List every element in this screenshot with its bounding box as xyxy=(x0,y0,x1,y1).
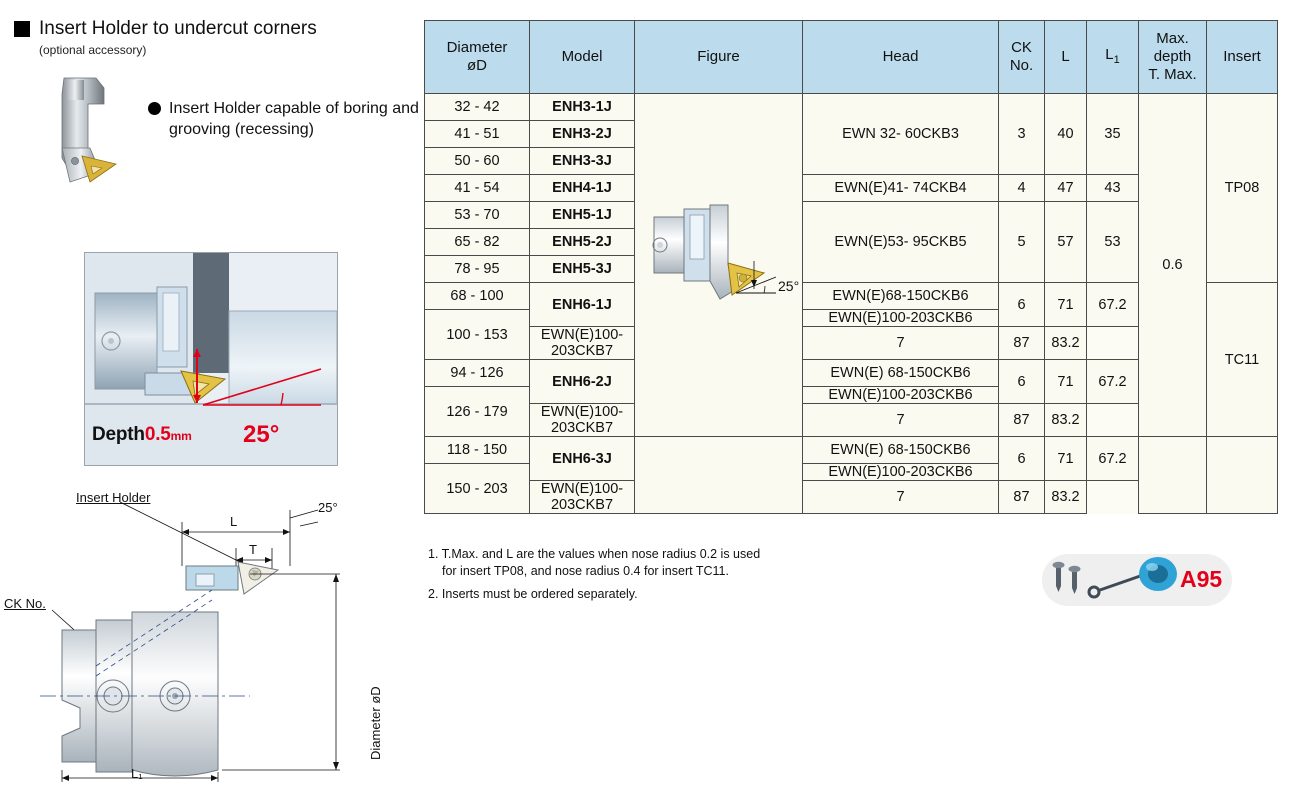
cell-diameter: 126 - 179 xyxy=(425,387,530,437)
th-diameter-line2: øD xyxy=(467,57,487,74)
cell-diameter: 68 - 100 xyxy=(425,283,530,310)
cell-ck: 5 xyxy=(999,202,1045,283)
drawing-angle-label: 25° xyxy=(318,500,338,515)
cell-head: EWN(E)100-203CKB6 xyxy=(803,464,999,481)
th-figure: Figure xyxy=(635,21,803,94)
cell-l1: 83.2 xyxy=(1045,327,1087,360)
depth-callout xyxy=(92,424,192,446)
cell-head: EWN(E)100-203CKB6 xyxy=(803,310,999,327)
cell-l: 71 xyxy=(1045,360,1087,404)
diameter-label: Diameter øD xyxy=(368,686,383,760)
dim-L1-label: L₁ xyxy=(131,766,143,781)
cell-insert-tc11: TC11 xyxy=(1207,283,1278,437)
th-maxdepth-line3: T. Max. xyxy=(1148,66,1197,83)
cell-head: EWN(E)100-203CKB6 xyxy=(803,387,999,404)
cell-model: ENH6-3J xyxy=(530,437,635,481)
cell-ck: 6 xyxy=(999,283,1045,327)
cell-ck: 4 xyxy=(999,175,1045,202)
spec-table xyxy=(424,20,1278,437)
th-ck-line2: No. xyxy=(1009,57,1034,74)
cell-model: ENH3-2J xyxy=(530,121,635,148)
spec-table-continued xyxy=(424,436,1278,514)
round-bullet-icon xyxy=(148,102,161,115)
cell-diameter: 53 - 70 xyxy=(425,202,530,229)
cell-max-depth: 0.6 xyxy=(1139,94,1207,437)
feature-bullet-text: Insert Holder capable of boring and grooving (recessing) xyxy=(169,100,419,138)
th-l: L xyxy=(1045,21,1087,94)
table-notes xyxy=(428,546,760,609)
cell-l1: 83.2 xyxy=(1045,404,1087,437)
depth-unit: mm xyxy=(170,429,192,443)
cell-head: EWN(E)68-150CKB6 xyxy=(803,283,999,310)
feature-bullet xyxy=(148,98,420,140)
square-bullet-icon xyxy=(14,21,30,37)
cell-l1: 53 xyxy=(1087,202,1139,283)
depth-value: 0.5 xyxy=(144,424,171,445)
cell-diameter: 118 - 150 xyxy=(425,437,530,464)
th-insert: Insert xyxy=(1207,21,1278,94)
th-diameter xyxy=(425,21,530,94)
cell-diameter: 78 - 95 xyxy=(425,256,530,283)
cell-head: EWN(E) 68-150CKB6 xyxy=(803,360,999,387)
cell-l: 87 xyxy=(999,404,1045,437)
cell-l1: 83.2 xyxy=(1045,481,1087,514)
th-ck-no xyxy=(999,21,1045,94)
cell-figure xyxy=(635,94,803,437)
dim-T-label: T xyxy=(249,542,257,557)
cell-diameter: 32 - 42 xyxy=(425,94,530,121)
cell-insert-blank xyxy=(1207,437,1278,514)
cell-l: 71 xyxy=(1045,437,1087,481)
cell-head: EWN(E)100-203CKB7 xyxy=(530,481,635,514)
cell-ck: 7 xyxy=(803,481,999,514)
dim-L-label: L xyxy=(230,514,238,529)
cell-insert-tp08: TP08 xyxy=(1207,94,1278,283)
cell-ck: 7 xyxy=(803,404,999,437)
cell-diameter: 94 - 126 xyxy=(425,360,530,387)
cell-ck: 3 xyxy=(999,94,1045,175)
cell-l: 71 xyxy=(1045,283,1087,327)
cell-diameter: 100 - 153 xyxy=(425,310,530,360)
note-1 xyxy=(428,546,760,580)
depth-label-text: Depth xyxy=(92,424,145,445)
cell-head: EWN(E)53- 95CKB5 xyxy=(803,202,999,283)
svg-text:25°: 25° xyxy=(777,278,799,294)
cell-l: 40 xyxy=(1045,94,1087,175)
note-1-line2: for insert TP08, and nose radius 0.4 for insert TC11. xyxy=(442,564,729,578)
cell-l1: 67.2 xyxy=(1087,437,1139,481)
note-2: 2. Inserts must be ordered separately. xyxy=(428,587,638,601)
cell-l1: 67.2 xyxy=(1087,283,1139,327)
th-ck-line1: CK xyxy=(1011,39,1032,56)
cell-l: 47 xyxy=(1045,175,1087,202)
figure-drawing xyxy=(635,165,802,365)
section-subtitle: (optional accessory) xyxy=(39,43,147,57)
cell-l: 87 xyxy=(999,327,1045,360)
cell-model: ENH4-1J xyxy=(530,175,635,202)
cutaway-angle-label: 25° xyxy=(243,421,280,448)
left-column xyxy=(0,0,420,783)
cell-model: ENH6-2J xyxy=(530,360,635,404)
cell-l1: 35 xyxy=(1087,94,1139,175)
th-l1-main: L xyxy=(1105,45,1114,63)
th-l1 xyxy=(1087,21,1139,94)
cell-figure-blank xyxy=(635,437,803,514)
insert-holder-label: Insert Holder xyxy=(76,490,151,505)
th-max-depth xyxy=(1139,21,1207,94)
cell-ck: 7 xyxy=(803,327,999,360)
cell-l: 87 xyxy=(999,481,1045,514)
cell-ck: 6 xyxy=(999,437,1045,481)
section-title-text: Insert Holder to undercut corners xyxy=(39,18,317,39)
th-maxdepth-line2: depth xyxy=(1153,48,1192,65)
cell-l: 57 xyxy=(1045,202,1087,283)
cell-diameter: 65 - 82 xyxy=(425,229,530,256)
cell-head: EWN 32- 60CKB3 xyxy=(803,94,999,175)
th-l1-sub: 1 xyxy=(1113,53,1120,66)
cell-diameter: 150 - 203 xyxy=(425,464,530,514)
cell-diameter: 41 - 54 xyxy=(425,175,530,202)
cell-diameter: 50 - 60 xyxy=(425,148,530,175)
cell-l1: 43 xyxy=(1087,175,1139,202)
cell-model: ENH5-1J xyxy=(530,202,635,229)
cell-max-depth-blank xyxy=(1139,437,1207,514)
cell-model: ENH5-2J xyxy=(530,229,635,256)
th-head: Head xyxy=(803,21,999,94)
cell-head: EWN(E)41- 74CKB4 xyxy=(803,175,999,202)
cell-model: ENH5-3J xyxy=(530,256,635,283)
cell-diameter: 41 - 51 xyxy=(425,121,530,148)
note-1-line1: 1. T.Max. and L are the values when nose radius 0.2 is used xyxy=(428,547,761,561)
table-row xyxy=(425,94,1278,121)
technical-drawing xyxy=(0,470,420,783)
cell-head: EWN(E)100-203CKB7 xyxy=(530,327,635,360)
cell-model: ENH3-1J xyxy=(530,94,635,121)
th-diameter-line1: Diameter xyxy=(446,39,508,56)
th-maxdepth-line1: Max. xyxy=(1156,30,1189,47)
cell-l1: 67.2 xyxy=(1087,360,1139,404)
section-title xyxy=(14,18,317,40)
table-header-row xyxy=(425,21,1278,94)
spec-table-container xyxy=(424,20,1277,514)
insert-holder-photo xyxy=(44,74,140,190)
cell-ck: 6 xyxy=(999,360,1045,404)
th-model: Model xyxy=(530,21,635,94)
cell-head: EWN(E)100-203CKB7 xyxy=(530,404,635,437)
cell-head: EWN(E) 68-150CKB6 xyxy=(803,437,999,464)
table-row xyxy=(425,437,1278,464)
cell-model: ENH6-1J xyxy=(530,283,635,327)
ck-no-label: CK No. xyxy=(4,596,46,611)
accessory-code: A95 xyxy=(1180,566,1223,592)
cell-model: ENH3-3J xyxy=(530,148,635,175)
